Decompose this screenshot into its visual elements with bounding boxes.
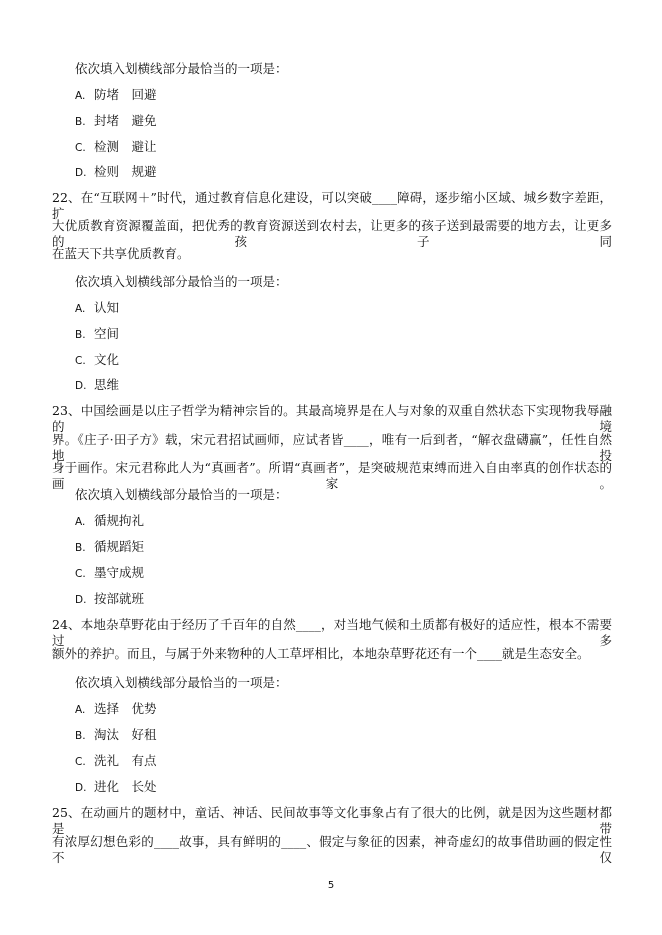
option-c (75, 753, 157, 770)
question-22-line-1: 22、在“互联网＋”时代，通过教育信息化建设，可以突破____障碍，逐步缩小区域、城乡数字差距，扩 (52, 190, 612, 221)
option-letter: C. (75, 756, 86, 768)
question-24-line-1: 24、本地杂草野花由于经历了千百年的自然____，对当地气候和土质都有极好的适应性，根本不需要过多 (52, 617, 612, 648)
option-text: 空间 (94, 326, 120, 341)
option-letter: B. (75, 116, 86, 128)
question-22-line-3: 在蓝天下共享优质教育。 (52, 246, 190, 261)
question-25-line-2: 有浓厚幻想色彩的____故事，具有鲜明的____、假定与象征的因素，神奇虚幻的故事借助画的假定性不仅 (52, 834, 612, 865)
option-text: 按部就班 (94, 591, 145, 606)
option-letter: A. (75, 303, 86, 315)
option-b (75, 326, 119, 343)
option-b (75, 539, 144, 556)
option-a (75, 87, 157, 104)
option-text: 循规拘礼 (94, 513, 145, 528)
option-text: 文化 (94, 352, 120, 367)
option-a (75, 701, 157, 718)
option-text: 淘汰 好租 (94, 727, 157, 742)
option-text: 循规蹈矩 (94, 539, 145, 554)
option-b (75, 727, 157, 744)
option-text: 认知 (94, 300, 120, 315)
option-letter: D. (75, 167, 87, 179)
option-text: 墨守成规 (94, 565, 145, 580)
option-c (75, 139, 157, 156)
question-23-line-3: 身于画作。宋元君称此人为“真画者”。所谓“真画者”，是突破规范束缚而进入自由率真的创作状态的画家。 (52, 460, 612, 491)
option-b (75, 113, 157, 130)
option-letter: C. (75, 142, 86, 154)
option-letter: B. (75, 329, 86, 341)
question-23-line-1: 23、中国绘画是以庄子哲学为精神宗旨的。其最高境界是在人与对象的双重自然状态下实现物我辱融的境 (52, 403, 612, 434)
option-letter: C. (75, 568, 86, 580)
option-text: 进化 长处 (94, 779, 157, 794)
option-letter: B. (75, 542, 86, 554)
option-letter: A. (75, 90, 86, 102)
option-letter: A. (75, 704, 86, 716)
option-a (75, 513, 144, 530)
option-a (75, 300, 119, 317)
option-letter: C. (75, 355, 86, 367)
option-d (75, 164, 157, 181)
instruction-text: 依次填入划横线部分最恰当的一项是： (75, 675, 288, 690)
instruction-text: 依次填入划横线部分最恰当的一项是： (75, 274, 288, 289)
option-letter: B. (75, 730, 86, 742)
question-25-line-1: 25、在动画片的题材中，童话、神话、民间故事等文化事象占有了很大的比例，就是因为这些题材都是带 (52, 805, 612, 836)
option-text: 检测 避让 (94, 139, 157, 154)
option-text: 防堵 回避 (94, 87, 157, 102)
option-letter: A. (75, 516, 86, 528)
question-22-line-2: 大优质教育资源覆盖面，把优秀的教育资源送到农村去，让更多的孩子送到最需要的地方去，让更多的孩子同 (52, 218, 612, 249)
option-letter: D. (75, 380, 87, 392)
option-letter: D. (75, 594, 87, 606)
option-d (75, 779, 157, 796)
option-d (75, 591, 144, 608)
question-23-line-2: 界。《庄子·田子方》载，宋元君招试画师，应试者皆____，唯有一后到者，“解衣盘礴赢”，任性自然地投 (52, 432, 612, 463)
page-number: 5 (327, 880, 335, 891)
option-letter: D. (75, 782, 87, 794)
option-text: 选择 优势 (94, 701, 157, 716)
option-d (75, 377, 119, 394)
option-text: 思维 (94, 377, 120, 392)
instruction-text: 依次填入划横线部分最恰当的一项是： (75, 487, 288, 502)
option-text: 洗礼 有点 (94, 753, 157, 768)
question-24-line-2: 额外的养护。而且，与属于外来物种的人工草坪相比，本地杂草野花还有一个____就是生态安全。 (52, 646, 590, 661)
option-text: 封堵 避免 (94, 113, 157, 128)
option-text: 检则 规避 (94, 164, 157, 179)
instruction-text: 依次填入划横线部分最恰当的一项是： (75, 61, 288, 76)
option-c (75, 565, 144, 582)
option-c (75, 352, 119, 369)
